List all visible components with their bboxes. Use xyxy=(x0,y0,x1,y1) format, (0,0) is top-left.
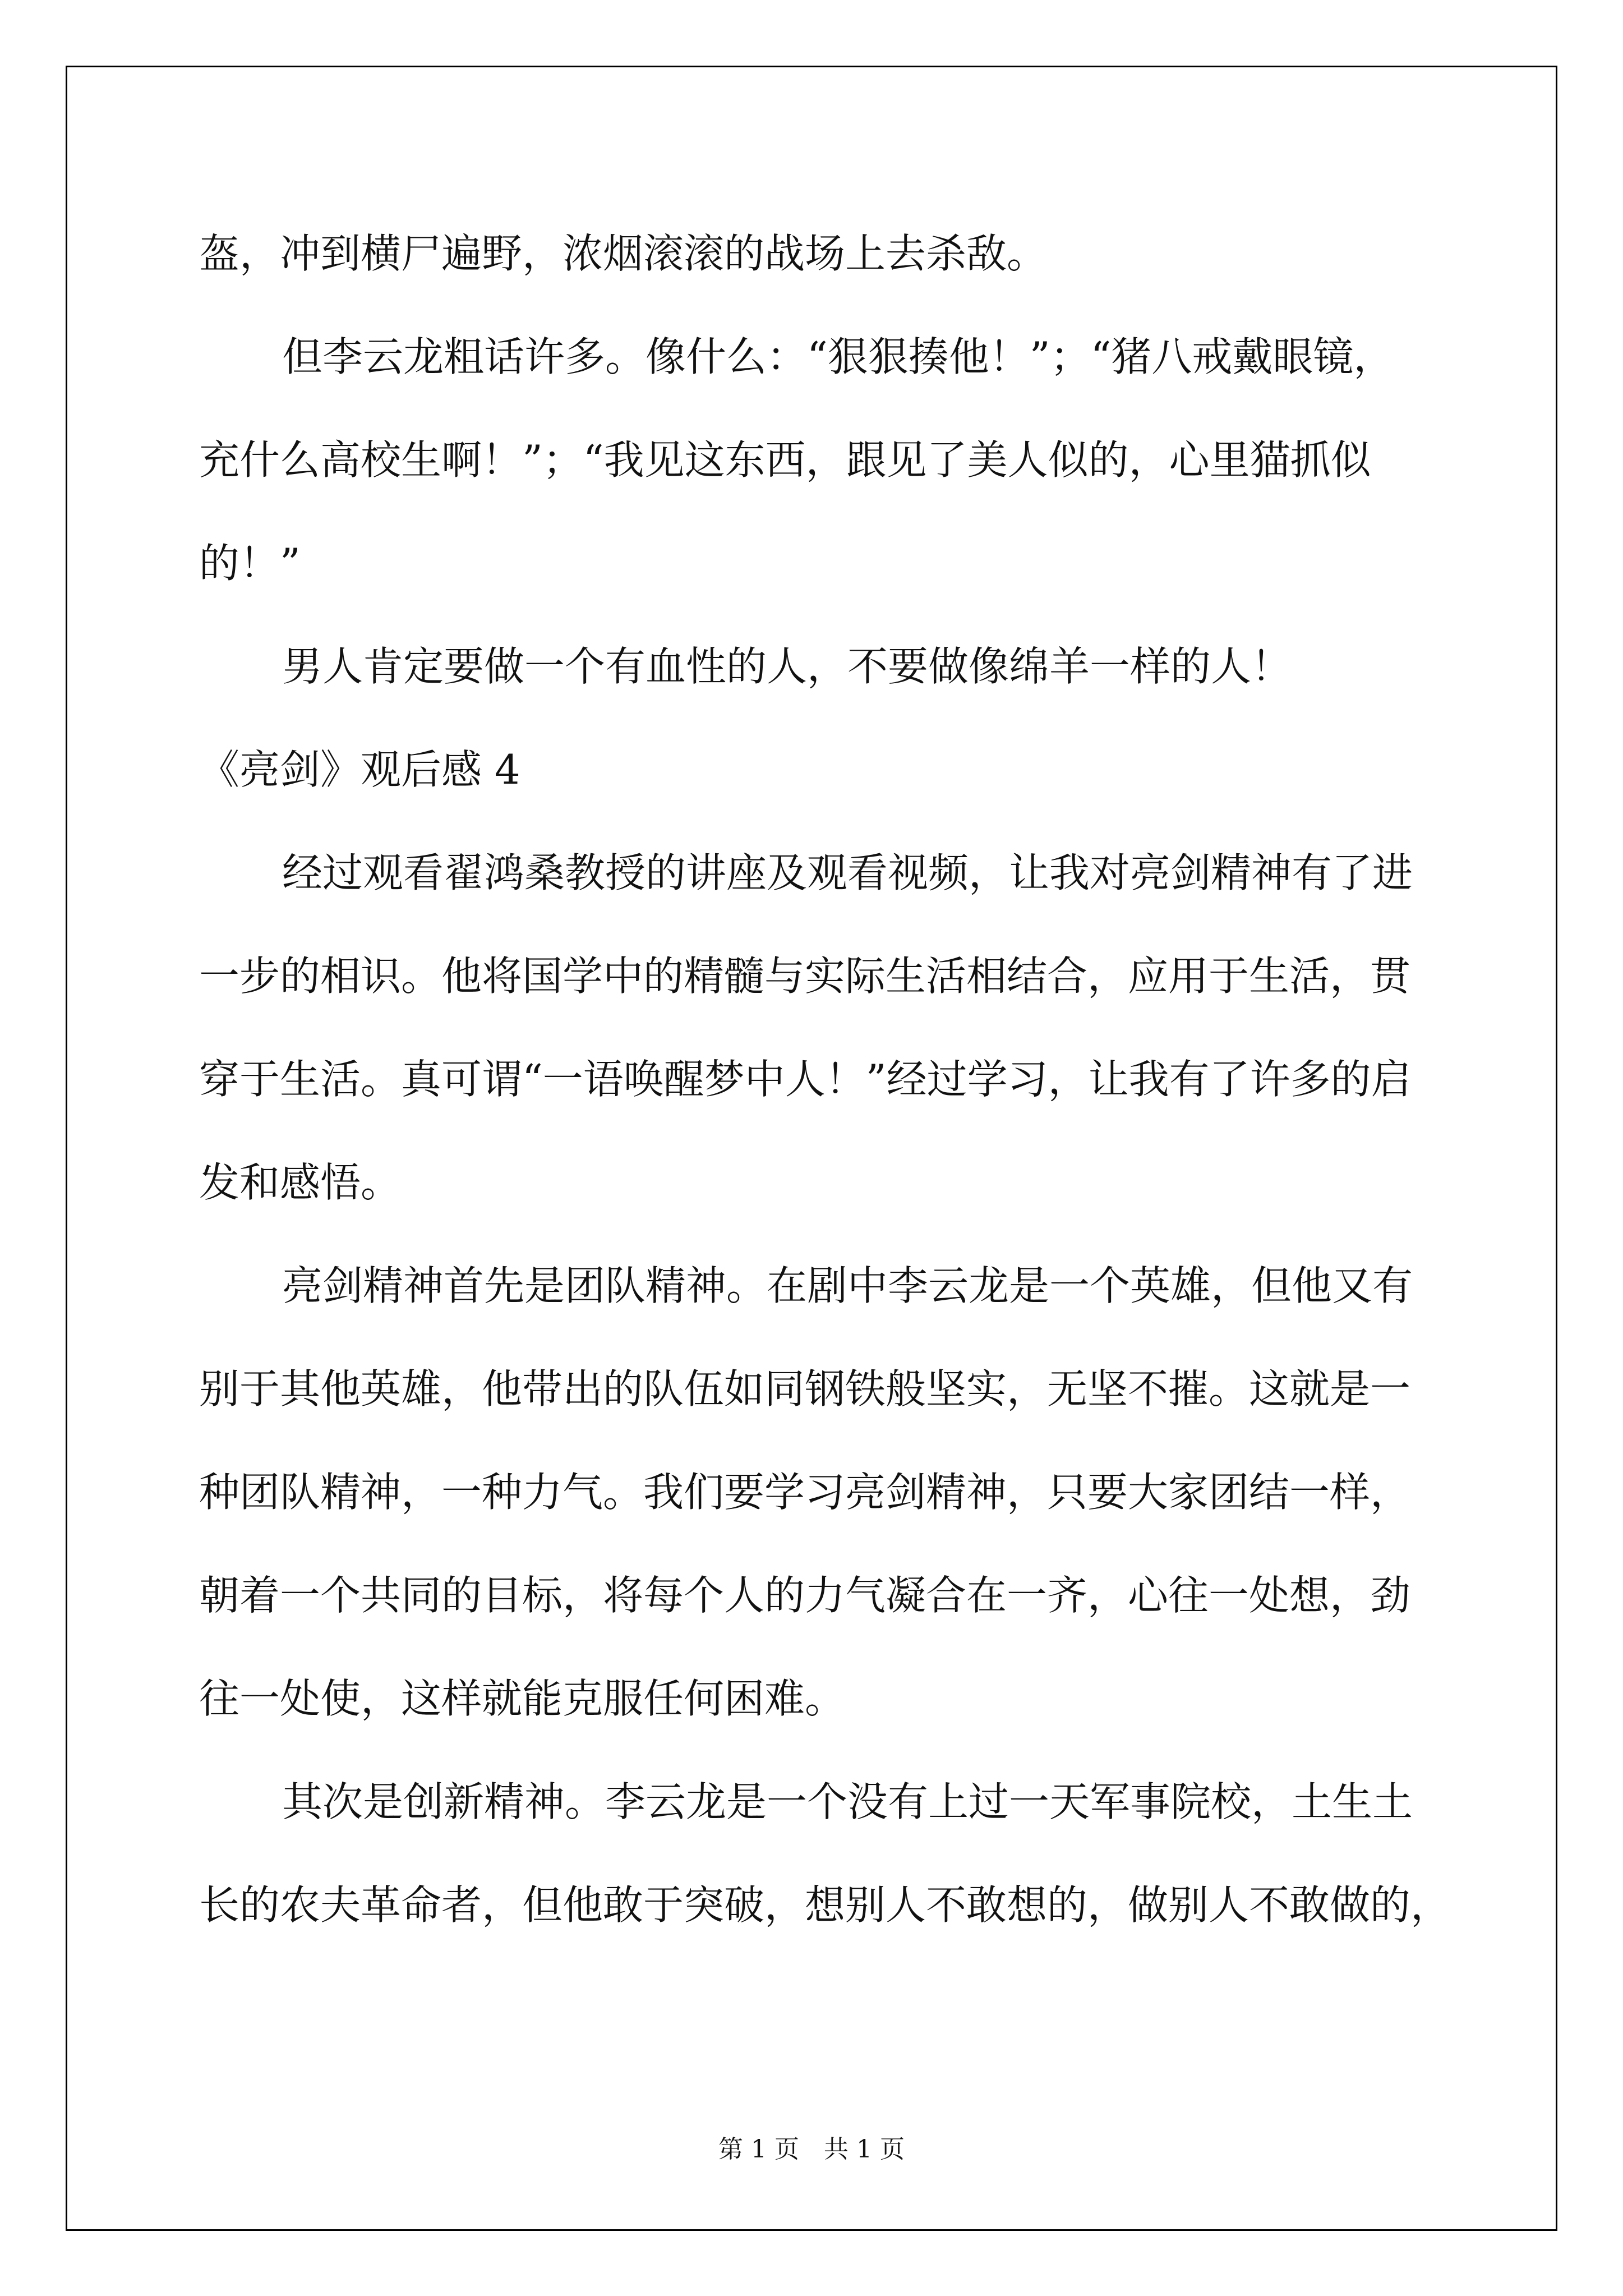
text-line: 发和感悟。 xyxy=(199,1159,402,1206)
paragraph-first-line: 但李云龙粗话许多。像什么：“狠狠揍他！”；“猪八戒戴眼镜， xyxy=(282,333,1394,380)
paragraph-first-line: 亮剑精神首先是团队精神。在剧中李云龙是一个英雄，但他又有 xyxy=(282,1262,1413,1309)
text-line: 充什么高校生啊！”；“我见这东西，跟见了美人似的，心里猫抓似 xyxy=(199,436,1371,484)
text-line: 种团队精神，一种力气。我们要学习亮剑精神，只要大家团结一样， xyxy=(199,1469,1411,1516)
text-line: 的！” xyxy=(199,540,301,587)
paragraph-first-line: 男人肯定要做一个有血性的人，不要做像绵羊一样的人！ xyxy=(282,643,1292,690)
section-heading: 《亮剑》观后感 4 xyxy=(199,746,520,793)
text-line: 长的农夫革命者，但他敢于突破，想别人不敢想的，做别人不敢做的， xyxy=(199,1881,1451,1929)
page-number: 第 1 页 共 1 页 xyxy=(718,2135,905,2164)
paragraph-first-line: 其次是创新精神。李云龙是一个没有上过一天军事院校，土生土 xyxy=(282,1778,1413,1825)
text-line: 穿于生活。真可谓“一语唤醒梦中人！”经过学习，让我有了许多的启 xyxy=(199,1056,1412,1103)
text-line: 一步的相识。他将国学中的精髓与实际生活相结合，应用于生活，贯 xyxy=(199,953,1411,1000)
text-line: 别于其他英雄，他带出的队伍如同钢铁般坚实，无坚不摧。这就是一 xyxy=(199,1365,1411,1412)
text-line: 朝着一个共同的目标，将每个人的力气凝合在一齐，心往一处想，劲 xyxy=(199,1572,1411,1619)
text-line: 往一处使，这样就能克服任何困难。 xyxy=(199,1675,846,1722)
text-line: 盔，冲到横尸遍野，浓烟滚滚的战场上去杀敌。 xyxy=(199,230,1048,277)
paragraph-first-line: 经过观看翟鸿桑教授的讲座及观看视频，让我对亮剑精神有了进 xyxy=(282,849,1413,896)
